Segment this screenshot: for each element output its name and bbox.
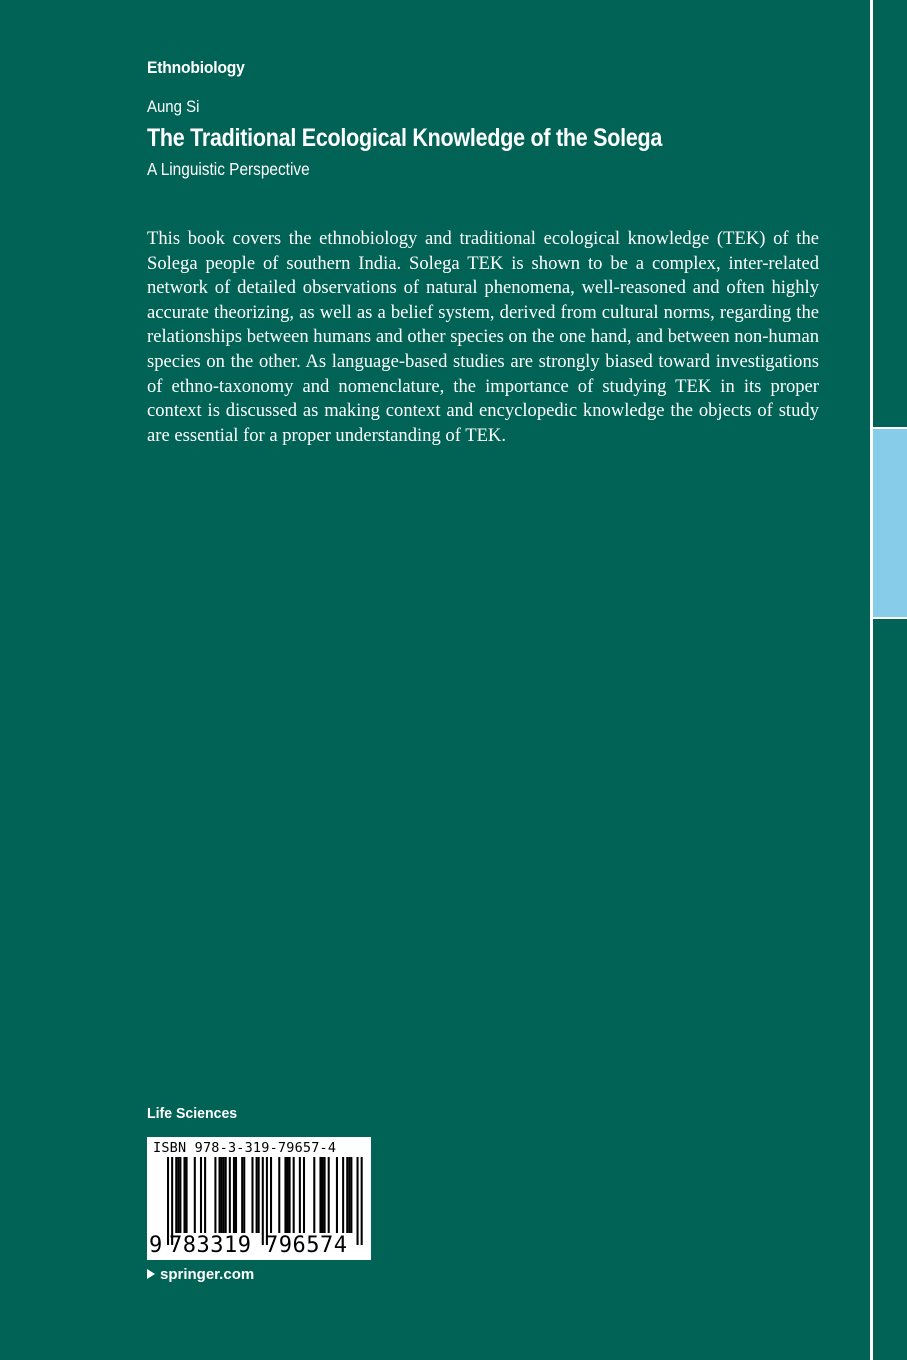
play-arrow-icon (147, 1269, 155, 1279)
ean-first-digit: 9 (149, 1233, 163, 1258)
barcode-bar (322, 1157, 324, 1233)
barcode-bar (286, 1157, 288, 1233)
barcode-bar (243, 1157, 245, 1233)
barcode-bar (328, 1157, 330, 1233)
isbn-barcode (147, 1137, 371, 1260)
barcode-bar (225, 1157, 227, 1233)
barcode-bar (348, 1157, 350, 1233)
barcode-bar (183, 1157, 185, 1233)
barcode-bar (194, 1157, 196, 1233)
barcode-bar (177, 1157, 179, 1233)
barcode-bar (313, 1157, 315, 1233)
spine (873, 0, 907, 1360)
book-title: The Traditional Ecological Knowledge of the Solega (147, 124, 663, 152)
barcode-bar (258, 1157, 260, 1233)
barcode-guard-bar (167, 1157, 169, 1245)
barcode-bar (289, 1157, 291, 1233)
subject-category: Life Sciences (147, 1105, 238, 1122)
barcode-bar (336, 1157, 338, 1233)
barcode-bar (293, 1157, 295, 1233)
barcode-bar (179, 1157, 181, 1233)
barcode-bar (221, 1157, 223, 1233)
barcode-bar (229, 1157, 231, 1233)
series-name: Ethnobiology (147, 58, 245, 77)
barcode-bar (299, 1157, 301, 1233)
barcode-bar (219, 1157, 221, 1233)
barcode-bar (319, 1157, 321, 1233)
ean-right-digits: 796574 (265, 1233, 348, 1258)
barcode-guard-bar (171, 1157, 173, 1245)
barcode-bar (346, 1157, 348, 1233)
barcode-bar (251, 1157, 253, 1233)
barcode-guard-bar (266, 1157, 268, 1245)
barcode-bar (223, 1157, 225, 1233)
barcode-bar (233, 1157, 235, 1233)
barcode-guard-bar (361, 1157, 363, 1245)
barcode-bar (342, 1157, 344, 1233)
barcode-bar (204, 1157, 206, 1233)
publisher-link[interactable] (147, 1266, 254, 1283)
book-description: This book covers the ethnobiology and traditional ecological knowledge (TEK) of the Solega people of southern India. Solega TEK is shown to be a complex, inter-related network of detailed observations of natural phenomena, well-reasoned and often highly accurate theorizing, as well as a belief system, derived from cultural norms, regarding the relationships between humans and other species on the one hand, and between non-human species on the other. As language-based studies are strongly biased toward investigations of ethno-taxonomy and nomenclature, the importance of studying TEK in its proper context is discussed as making context and encyclopedic knowledge the objects of study are essential for a proper understanding of TEK. (147, 228, 819, 446)
isbn-label: ISBN 978-3-319-79657-4 (153, 1140, 337, 1156)
barcode-bar (241, 1157, 243, 1233)
barcode-bar (235, 1157, 237, 1233)
barcode-bar (214, 1157, 216, 1233)
barcode-bar (278, 1157, 280, 1233)
barcode-bar (175, 1157, 177, 1233)
barcode-bar (186, 1157, 188, 1233)
barcode-guard-bar (357, 1157, 359, 1245)
spine-color-band (873, 427, 907, 619)
barcode-bar (256, 1157, 258, 1233)
barcode-bar (303, 1157, 305, 1233)
barcode-bar (270, 1157, 272, 1233)
barcode-bar (350, 1157, 352, 1233)
book-subtitle: A Linguistic Perspective (147, 159, 310, 179)
author-name: Aung Si (147, 97, 200, 116)
publisher-url: springer.com (160, 1266, 255, 1283)
barcode-guard-bar (262, 1157, 264, 1245)
ean-left-digits: 783319 (169, 1233, 252, 1258)
barcode-bar (284, 1157, 286, 1233)
barcode-bar (324, 1157, 326, 1233)
barcode-bar (200, 1157, 202, 1233)
